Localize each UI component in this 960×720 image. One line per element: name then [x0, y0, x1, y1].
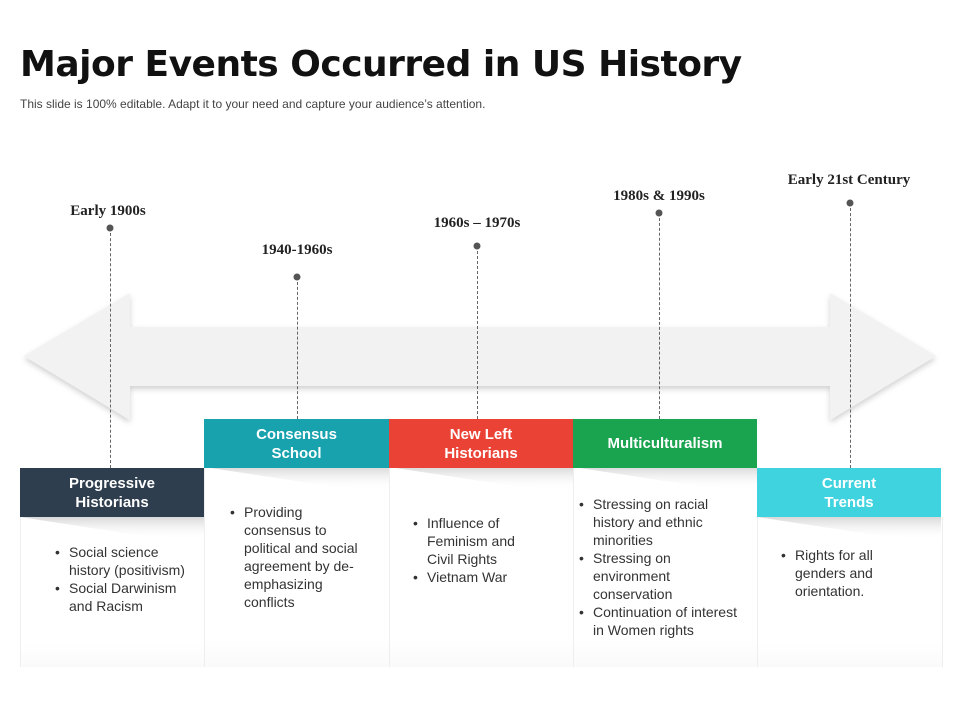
- era-label-4: 1980s & 1990s: [613, 188, 705, 204]
- stage-header-current-trends: [757, 468, 941, 517]
- list-item: • Providing consensus to political and social agreement by de-emphasizing conflicts: [230, 503, 365, 611]
- header-line: Consensus: [256, 425, 337, 443]
- bullets-consensus-school: [230, 503, 365, 611]
- header-line: Current: [821, 474, 877, 492]
- list-item: • Influence of Feminism and Civil Rights: [413, 514, 538, 568]
- stage-header-progressive-historians: [20, 468, 204, 517]
- stage-header-multiculturalism: [573, 419, 757, 468]
- shadow-3: [389, 467, 573, 490]
- era-label-3: 1960s – 1970s: [433, 215, 521, 231]
- bullets-progressive-historians: [55, 543, 185, 615]
- list-item: • Social science history (positivism): [55, 543, 185, 579]
- list-item: • Stressing on racial history and ethnic minorities: [579, 495, 751, 549]
- shadow-4: [573, 467, 757, 490]
- header-line: Historians: [75, 493, 149, 511]
- header-line: School: [271, 444, 322, 462]
- page-subtitle: This slide is 100% editable. Adapt it to your need and capture your audience’s attention.: [20, 97, 486, 111]
- list-item: • Stressing on environment conservation: [579, 549, 751, 603]
- bullets-new-left-historians: [413, 514, 538, 586]
- list-item: • Social Darwinism and Racism: [55, 579, 185, 615]
- list-item: • Continuation of interest in Women rights: [579, 603, 751, 639]
- header-line: Multiculturalism: [607, 435, 723, 452]
- bullets-current-trends: [781, 546, 891, 600]
- list-item: • Rights for all genders and orientation.: [781, 546, 891, 600]
- bullets-multiculturalism: [579, 495, 751, 639]
- shadow-5: [757, 517, 941, 540]
- shadow-2: [204, 467, 389, 490]
- header-line: Trends: [824, 493, 874, 511]
- list-item: • Vietnam War: [413, 568, 538, 586]
- shadow-1: [20, 517, 204, 540]
- era-label-2: 1940-1960s: [261, 242, 333, 258]
- stage-header-new-left-historians: [389, 419, 573, 468]
- header-line: Historians: [444, 444, 518, 462]
- era-label-5: Early 21st Century: [787, 172, 911, 188]
- era-label-1: Early 1900s: [70, 203, 146, 219]
- header-line: Progressive: [69, 474, 155, 492]
- header-line: New Left: [449, 425, 513, 443]
- stage-header-consensus-school: [204, 419, 389, 468]
- page-title: Major Events Occurred in US History: [20, 44, 742, 85]
